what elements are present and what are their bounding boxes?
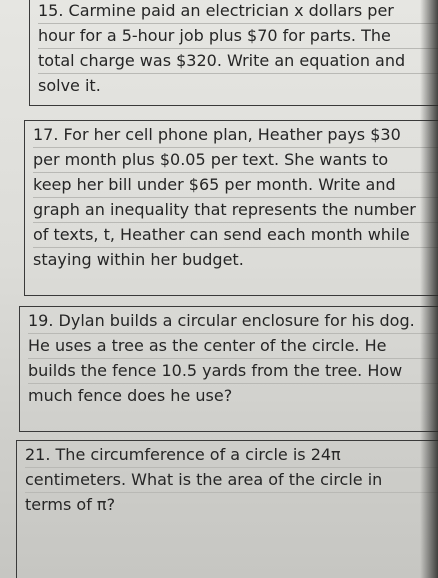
problem-21-line-3: terms of π?: [25, 495, 116, 514]
problem-17-line-5: of texts, t, Heather can send each month while: [33, 223, 438, 248]
problem-19-line-4: much fence does he use?: [28, 386, 233, 405]
page-edge-shadow: [420, 0, 438, 578]
problem-15-line-3: total charge was $320. Write an equation and: [38, 49, 438, 74]
problem-19: [19, 306, 438, 432]
problem-21-line-2: centimeters. What is the area of the circle in: [25, 468, 438, 493]
problem-17-line-2: per month plus $0.05 per text. She wants to: [33, 148, 438, 173]
problem-21: [16, 440, 438, 578]
problem-15-line-2: hour for a 5-hour job plus $70 for parts. The: [38, 24, 438, 49]
problem-15: [29, 0, 438, 106]
problem-19-line-3: builds the fence 10.5 yards from the tree. How: [28, 359, 438, 384]
problem-19-line-1: 19. Dylan builds a circular enclosure for his dog.: [28, 309, 438, 334]
problem-17-line-6: staying within her budget.: [33, 250, 244, 269]
problem-21-line-1: 21. The circumference of a circle is 24π: [25, 443, 438, 468]
problem-17: [24, 120, 438, 296]
problem-15-line-1: 15. Carmine paid an electrician x dollars per: [38, 0, 438, 24]
problem-17-line-4: graph an inequality that represents the number: [33, 198, 438, 223]
problem-15-line-4: solve it.: [38, 76, 101, 95]
problem-19-line-2: He uses a tree as the center of the circle. He: [28, 334, 438, 359]
problem-17-line-1: 17. For her cell phone plan, Heather pays $30: [33, 123, 438, 148]
problem-17-line-3: keep her bill under $65 per month. Write and: [33, 173, 438, 198]
